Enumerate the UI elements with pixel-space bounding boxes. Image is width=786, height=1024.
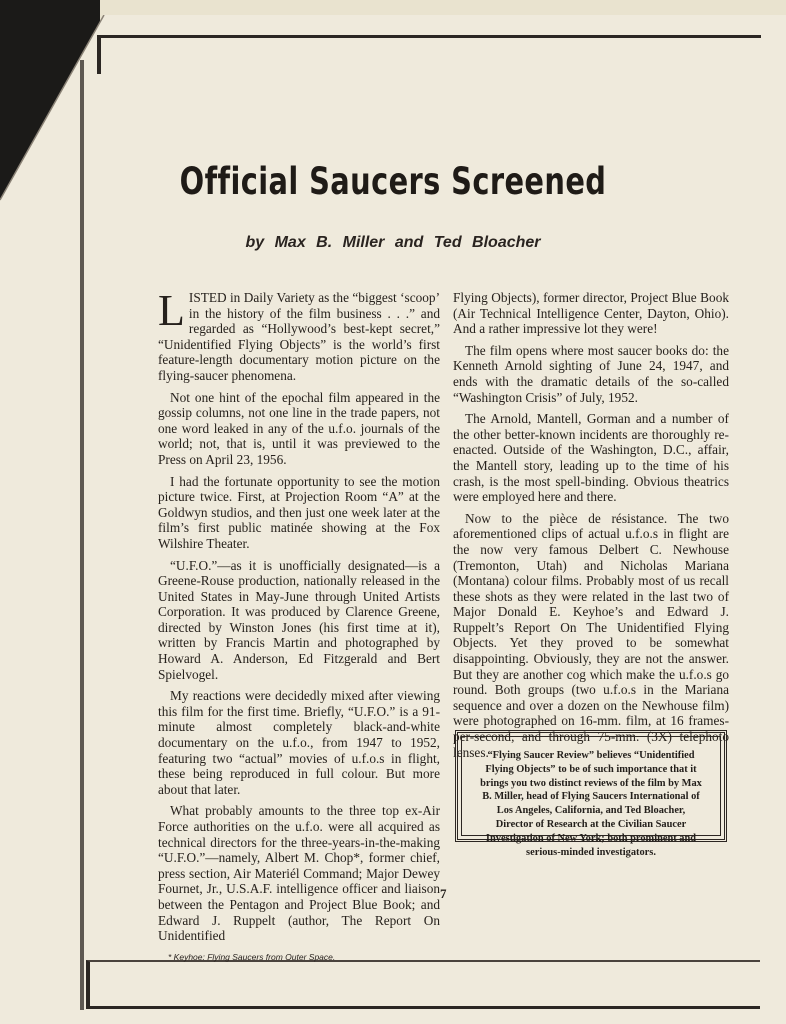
page-number: 7	[440, 886, 447, 901]
footnote: * Keyhoe: Flying Saucers from Outer Space.	[168, 951, 336, 962]
article-byline: by Max B. Miller and Ted Bloacher	[245, 234, 541, 251]
paragraph-4: “U.F.O.”—as it is unofficially designated—is a Greene-Rouse production, nationally released in the United States in May-June through United Artists Corporation. It was produced by Clarence Greene, directed by Winston Jones (his first time at it), written by Francis Martin and photographed by Howard A. Anderson, Ed Fitzgerald and Bert Spielvogel.	[158, 557, 440, 682]
article-title: Official Saucers Screened	[179, 160, 607, 203]
right-column	[453, 290, 729, 766]
paragraph-2: Not one hint of the epochal film appeared in the gossip columns, not one line in the trade papers, not one word leaked in any of the u.f.o. journals of the world; not, that is, until it was previewed to the Press on April 23, 1956.	[158, 389, 440, 467]
editor-note-text: “Flying Saucer Review” believes “Unidentified Flying Objects” to be of such importance that it brings you two distinct reviews of the film by Max B. Miller, head of Flying Saucers International of Los Angeles, California, and Ted Bloacher, Director of Research at the Civilian Saucer Investigation of New York; both prominent and serious-minded investigators.	[461, 736, 721, 836]
top-border-rule	[97, 35, 761, 74]
left-margin-rule	[80, 60, 84, 1010]
drop-cap: L	[158, 286, 185, 335]
paragraph-5: My reactions were decidedly mixed after viewing this film for the first time. Briefly, “U.F.O.” is a 91-minute almost completely black-and-white documentary on the u.f.o., from 1947 to 1952, featuring two “actual” movies of u.f.o.s in flight, these being reproduced in full colour. But more about that later.	[158, 688, 440, 797]
paragraph-10: Now to the pièce de résistance. The two aforementioned clips of actual u.f.o.s in flight are the now very famous Delbert C. Newhouse (Tremonton, Utah) and Nicholas Mariana (Montana) colour films. Probably most of us recall these shots as they were related in the last two of Major Donald E. Keyhoe’s and Edward J. Ruppelt’s Report On The Unidentified Flying Objects. Yet they proved to be somewhat disappointing. Obviously, they are not the answer. But they are another cog which make the u.f.o.s go round. Both groups (two u.f.o.s in the Mariana sequence and over a dozen on the Newhouse film) were photographed on 16-mm. film, at 16 frames-per-second, and through 75-mm. (3X) telephoto lenses.	[453, 510, 729, 760]
left-column	[158, 286, 440, 965]
bottom-border-rule	[86, 960, 760, 1009]
paragraph-9: The Arnold, Mantell, Gorman and a number of the other better-known incidents are thoroughly re-enacted. Outside of the Washington, D.C., affair, the Mantell story, leading up to the time of his crash, is the most spell-binding. Obvious theatrics were employed here and there.	[453, 411, 729, 505]
paragraph-3: I had the fortunate opportunity to see the motion picture twice. First, at Projection Room “A” at the Goldwyn studios, and then just one week later at the film’s first public matinée showing at the Fox Wilshire Theater.	[158, 473, 440, 551]
paragraph-7: Flying Objects), former director, Project Blue Book (Air Technical Intelligence Center, Dayton, Ohio). And a rather impressive lot they were!	[453, 290, 729, 337]
paragraph-1: LISTED in Daily Variety as the “biggest ‘scoop’ in the history of the film business . . .” and regarded as “Hollywood’s best-kept secret,” “Unidentified Flying Objects” is the world’s first feature-length documentary motion picture on the flying-saucer phenomena.	[158, 286, 440, 383]
paragraph-6: What probably amounts to the three top ex-Air Force authorities on the u.f.o. were all acquired as technical directors for the three-years-in-the-making “U.F.O.”—namely, Albert M. Chop*, former chief, press section, Air Materiél Command; Major Dewey Fournet, Jr., U.S.A.F. intelligence officer and liaison between the Pentagon and Project Blue Book; and Edward J. Ruppelt (author, The Report On Unidentified	[158, 803, 440, 944]
paragraph-8: The film opens where most saucer books do: the Kenneth Arnold sighting of June 24, 1947, and ends with the dramatic details of the so-called “Washington Crisis” of July, 1952.	[453, 342, 729, 405]
editor-note-box	[455, 730, 727, 858]
